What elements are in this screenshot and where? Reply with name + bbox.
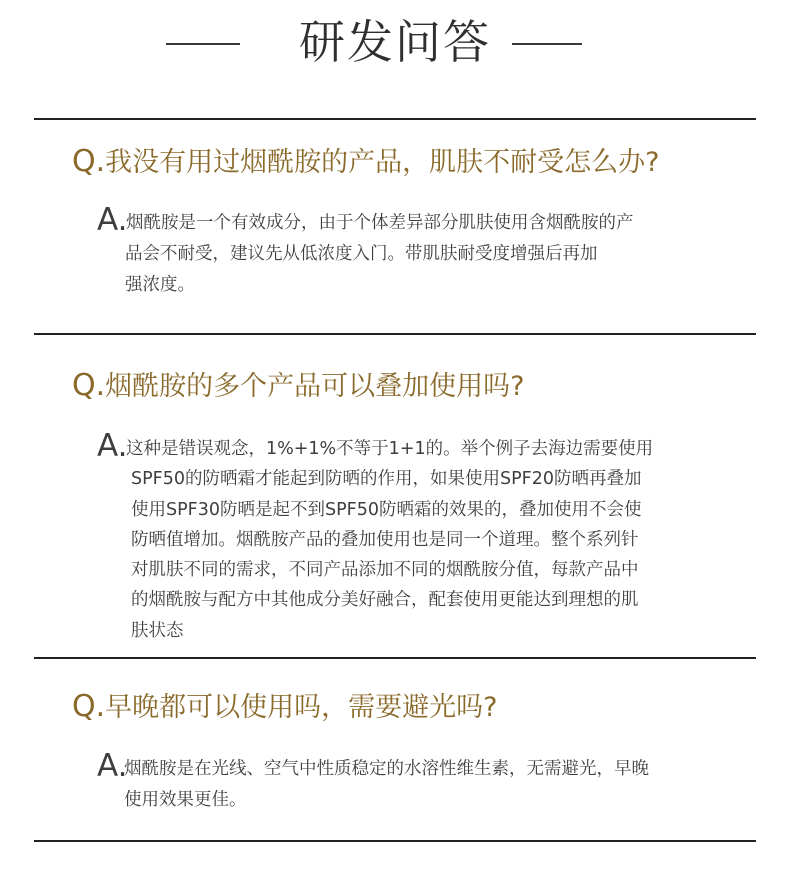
- divider: [34, 657, 756, 659]
- answer-line: SPF50的防晒霜才能起到防晒的作用，如果使用SPF20防晒再叠加: [131, 469, 642, 490]
- faq-question-1: [72, 144, 660, 181]
- question-mark: Q.: [72, 689, 106, 724]
- divider: [34, 333, 756, 335]
- question-mark: Q.: [72, 144, 106, 179]
- divider: [34, 840, 756, 842]
- answer-line: 烟酰胺是在光线、空气中性质稳定的水溶性维生素，无需避光，早晚: [124, 759, 649, 779]
- answer-line: 强浓度。: [125, 275, 195, 295]
- answer-line: 防晒值增加。烟酰胺产品的叠加使用也是同一个道理。整个系列针: [131, 529, 639, 550]
- faq-answer-3: [97, 748, 649, 816]
- faq-question-2: [72, 368, 525, 405]
- answer-line: 的烟酰胺与配方中其他成分美好融合，配套使用更能达到理想的肌: [131, 590, 639, 611]
- answer-line: 肤状态: [131, 620, 184, 641]
- answer-line: 对肌肤不同的需求，不同产品添加不同的烟酰胺分值，每款产品中: [131, 560, 639, 581]
- answer-mark: A.: [97, 202, 128, 238]
- answer-line: 这种是错误观念，1%+1%不等于1+1的。举个例子去海边需要使用: [126, 439, 654, 459]
- title-right-rule: [512, 43, 582, 45]
- answer-line: 品会不耐受，建议先从低浓度入门。带肌肤耐受度增强后再加: [125, 244, 598, 264]
- faq-answer-2: [97, 428, 654, 646]
- question-text: 早晚都可以使用吗，需要避光吗?: [105, 692, 498, 723]
- section-header: [0, 12, 790, 76]
- page-title: 研发问答: [299, 15, 491, 69]
- faq-answer-1: [97, 202, 634, 301]
- question-mark: Q.: [72, 368, 106, 403]
- answer-line: 烟酰胺是一个有效成分，由于个体差异部分肌肤使用含烟酰胺的产: [126, 213, 634, 233]
- answer-mark: A.: [97, 748, 128, 784]
- answer-line: 使用效果更佳。: [124, 790, 247, 810]
- answer-mark: A.: [97, 428, 128, 464]
- answer-line: 使用SPF30防晒是起不到SPF50防晒霜的效果的，叠加使用不会使: [131, 499, 642, 520]
- question-text: 我没有用过烟酰胺的产品，肌肤不耐受怎么办?: [105, 147, 660, 178]
- divider: [34, 118, 756, 120]
- faq-question-3: [72, 689, 498, 726]
- question-text: 烟酰胺的多个产品可以叠加使用吗?: [105, 371, 525, 402]
